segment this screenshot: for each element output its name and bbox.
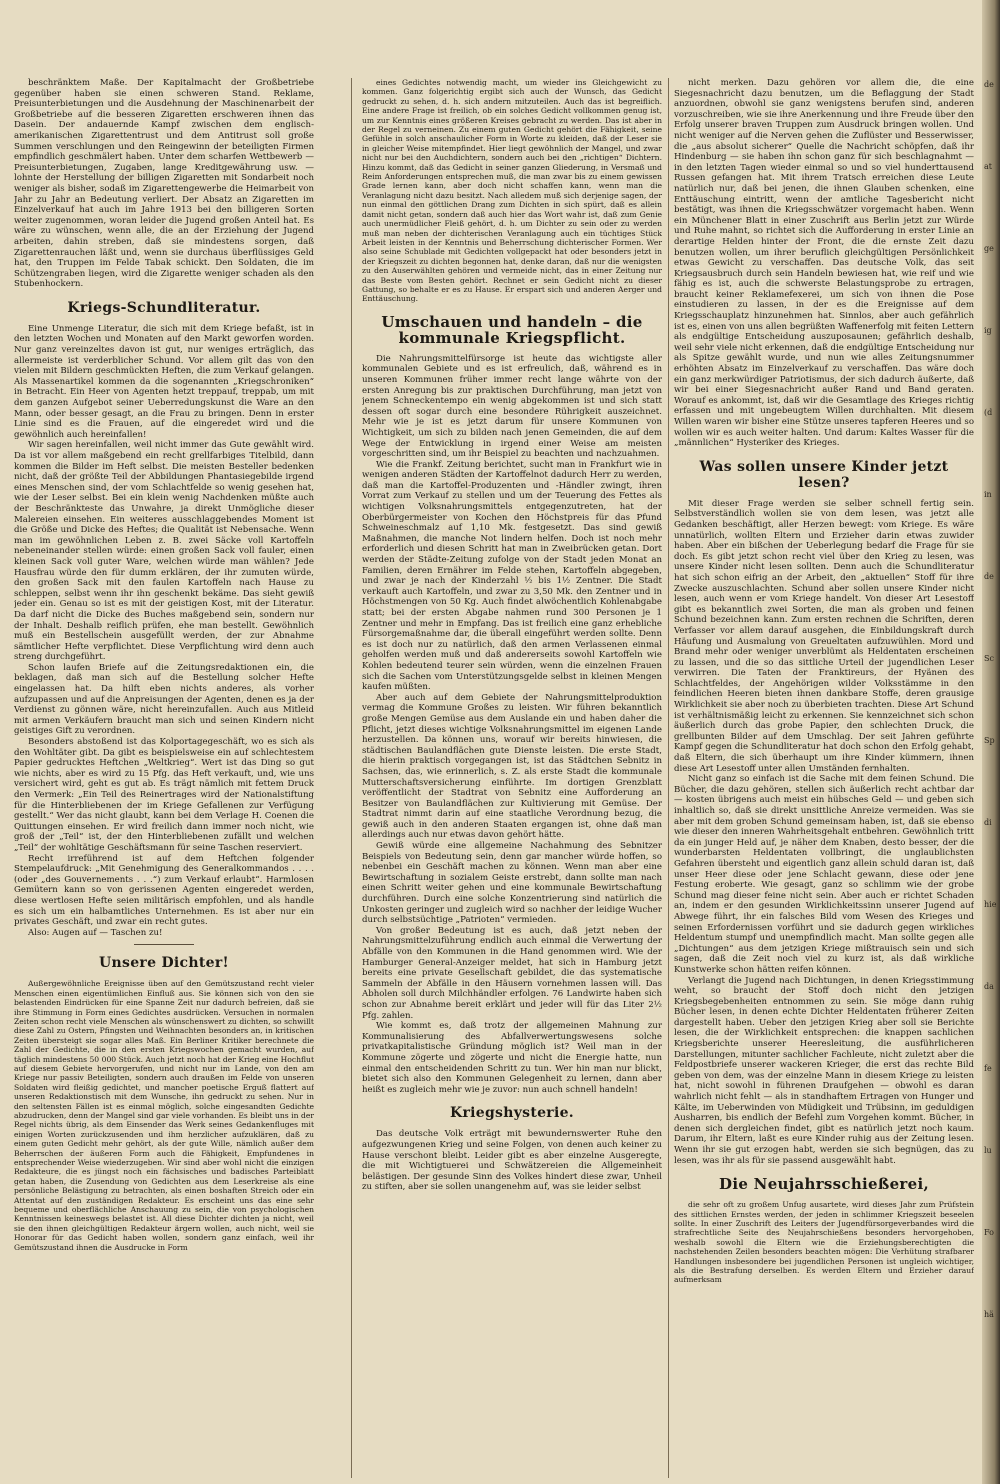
heading-neujahrsschiesserei: Die Neujahrsschießerei, (719, 1175, 929, 1194)
paragraph: Also: Augen auf — Taschen zu! (28, 927, 163, 938)
edge-fragment: Fo (984, 1228, 994, 1237)
article-was-sollen-kinder-lesen (674, 499, 974, 1166)
paragraph: Aber auch auf dem Gebiete der Nahrungsmittelproduktion vermag die Kommune Großes zu leisten. Wir führen bekanntlich große Mengen Gemüse aus dem Auslande ein und haben daher die Pflicht, jetzt dieses wichtige Volksnahrungsmittel im eigenen Lande herzustellen. Da können uns, worauf wir bereits hinwiesen, die städtischen Baulandflächen gute Dienste leisten. Die erste Stadt, die hierin praktisch vorgegangen ist, ist das Städtchen Sebnitz in Sachsen, das, wie erinnerlich, s. Z. als erste Stadt die kommunale Mutterschaftsversicherung einführte. Im dortigen Grenzblatt veröffentlicht der Stadtrat von Sebnitz eine Aufforderung an Besitzer von Baulandflächen zur Kultivierung mit Gemüse. Der Stadtrat nimmt darin auf eine staatliche Verordnung bezug, die gewiß auch in den anderen Staaten ergangen ist, ohne daß man allerdings auch nur etwas davon gehört hätte. (362, 692, 662, 841)
edge-fragment: da (984, 982, 994, 991)
edge-fragment: at (984, 162, 992, 171)
article-kriegshysterie (362, 1129, 662, 1193)
edge-fragment: ge (984, 244, 994, 253)
edge-fragment: de (984, 80, 994, 89)
paragraph: Besonders abstoßend ist das Kolportagegeschäft, wo es sich als den Wohltäter gibt. Da gibt es beispielsweise ein auf schlechtestem Papier gedrucktes Heftchen „Weltkrieg“. Wert ist das Ding so gut wie nichts, aber es wird zu 15 Pfg. das Heft verkauft, und, wie uns versichert wird, geht es gut ab. Es trägt nämlich mit fettem Druck den Vermerk: „Ein Teil des Reinertrages wird der Nationalstiftung für die Hinterbliebenen der im Kriege Gefallenen zur Verfügung gestellt.“ Wer das nicht glaubt, kann bei dem Verlage H. Coenen die Quittungen einsehen. Er wird freilich dann immer noch nicht, wie groß der „Teil“ ist, der den Hinterbliebenen zufällt und welchen „Teil“ der wohltätige Geschäftsmann für seine Taschen reserviert. (14, 737, 314, 853)
paragraph: Außergewöhnliche Ereignisse üben auf den Gemütszustand recht vieler Menschen einen eigentümlichen Einfluß aus. Sie können sich von den sie belastenden Eindrücken für eine Spanne Zeit nur dadurch befreien, daß sie ihre Stimmung in Form eines Gedichtes ausdrücken. Versuchen in normalen Zeiten schon recht viele Menschen als wünschenswert zu dichten, so schwillt diese Zahl zu Ostern, Pfingsten und Weihnachten besonders an, in kritischen Zeiten übersteigt sie sogar alles Maß. Ein Berliner Kritiker berechnete die Zahl der Gedichte, die in den ersten Kriegswochen gemacht wurden, auf täglich mindestens 50 000 Stück. Auch jetzt noch hat der Krieg eine Hochflut auf diesem Gebiete hervorgerufen, und nicht nur im Lande, von den am Kriege nur passiv Beteiligten, sondern auch draußen im Felde von unseren Soldaten wird fleißig gedichtet, und mancher poetische Erguß flattert auf unseren Redaktionstisch mit dem Wunsche, ihn gedruckt zu sehen. Nur in den seltensten Fällen ist es einmal möglich, solche eingesandten Gedichte abzudrucken, denn der Mangel sind gar viele vorhanden. Es bleibt uns in der Regel nichts übrig, als dem Einsender das Werk seines Gedankenfluges mit einigen Worten zurückzusenden und ihm herzlicher aufzuklären, daß zu einem guten Gedicht mehr gehört, als der gute Wille, nämlich außer dem Beherrschen der äußeren Form auch die Fähigkeit, Empfundenes in entsprechender Weise wiederzugeben. Wir sind aber wohl nicht die einzigen Redakteure, die es jüngst noch ein fächsisches und badisches Parteiblatt getan haben, die Zusendung von Gedichten aus dem Leserkreise als eine persönliche Belästigung zu betrachten, als einen boshaften Streich oder ein Attentat auf den zuständigen Redakteur. Es erscheint uns das eine sehr bequeme und oberflächliche Anschauung zu sein, die von psychologischen Kenntnissen keineswegs belastet ist. All diese Dichter dichten ja nicht, weil sie den ihnen gleichgültigen Redakteur ärgern wollen, auch nicht, weil sie Honorar für das Gedicht haben wollen, sondern ganz einfach, weil ihr Gemütszustand ihnen die Ausdrucke in Form (14, 979, 314, 1252)
edge-fragment: lu (984, 1146, 992, 1155)
edge-fragment: hä (984, 1310, 994, 1319)
paragraph: Schon laufen Briefe auf die Zeitungsredaktionen ein, die beklagen, daß man sich auf die Bestellung solcher Hefte eingelassen hat. Da hilft eben nichts anderes, als vorher aufzupassen und auf die Anpreisungen der Agenten, denen es ja der Verdienst zu gönnen wäre, nicht hereinzufallen. Auch aus Mitleid mit armen Verkäufern braucht man sich und seinen Kindern nicht geistiges Gift zu verordnen. (14, 662, 314, 737)
article-neujahrsschiesserei (674, 1200, 974, 1285)
paragraph: nicht merken. Dazu gehören vor allem die, die eine Siegesnachricht dazu benutzen, um die Beflaggung der Stadt anzuordnen, obwohl sie ganz wenigstens berufen sind, anderen vorzuschreiben, wie sie ihre Anerkennung und ihre Freude über den Erfolg unserer braven Truppen zum Ausdruck bringen wollen. Und nicht weniger auf die Nerven gehen die Zuflüster und Besserwisser, die „aus absolut sicherer“ Quelle die Nachricht schöpfen, daß ihr Hindenburg — sie haben ihn schon ganz für sich beschlagnahmt — in den letzten Tagen wieder einmal so und so viel hunderttausend Russen gefangen hat. Mit ihrem Tratsch erreichen diese Leute natürlich nur, daß bei jenen, die ihnen Glauben schenken, eine Enttäuschung eintritt, wenn der amtliche Tagesbericht nicht bestätigt, was ihnen die Kriegsschwätzer vorgemacht haben. Wenn ein Münchener Blatt in einer Zuschrift aus Berlin jetzt zur Würde und Ruhe mahnt, so richtet sich die Aufforderung in erster Linie an derartige Helden hinter der Front, die die ernste Zeit dazu benutzen wollen, um ihrer beruflich gleichgültigen Persönlichkeit etwas Gewicht zu verschaffen. Das deutsche Volk, das seit Kriegsausbruch durch sein Handeln bewiesen hat, wie reif und wie fähig es ist, auch die schwerste Belastungsprobe zu ertragen, braucht keiner Reklamefexerei, um sich von ihnen die Pose einstudieren zu lassen, in der es die Ereignisse auf dem Kriegsschauplatz hinzunehmen hat. Sinnlos, aber auch gefährlich ist es, einen von uns allen begrüßten Waffenerfolg mit feiten Lettern als endgültige Entscheidung auszuposaunen; gefährlich deshalb, weil sehr viele nicht erkennen, daß die endgültige Entscheidung nur als Spitze gewählt wurde, und nun wie alles Zeitungsnummer erhöhten Absatz im Einzelverkauf zu verschaffen. Das wäre doch ein ganz merkwürdiger Patriotismus, der sich dadurch äußerte, daß wir bei einer Siegesnachricht außer Rand und Band geraten. Worauf es ankommt, ist, daß wir die Gesamtlage des Krieges richtig erfassen und mit ungebeugtem Willen durchhalten. Mit diesem Willen waren wir bisher eine Stütze unseres tapferen Heeres und so wollen wir es auch weiter halten. Und darum: Kaltes Wasser für die „männlichen“ Hysteriker des Krieges. (674, 78, 974, 449)
paragraph: Mit dieser Frage werden sie selber schnell fertig sein. Selbstverständlich wollen sie von dem lesen, was jetzt alle Gedanken beschäftigt, aller Herzen bewegt: vom Kriege. Es wäre unnatürlich, wollten Eltern und Erzieher darin etwas zuwider haben. Aber ein bißchen der Ueberlegung bedarf die Frage für sie doch. Es gibt jetzt schon recht viel über den Krieg zu lesen, was unsere Kinder nicht lesen sollten. Denn auch die Schundliteratur hat sich schon eifrig an der Arbeit, den „aktuellen“ Stoff für ihre Zwecke auszuschlachten. Schund aber sollen unsere Kinder nicht lesen, auch wenn er vom Kriege handelt. Von dieser Art Lesestoff gibt es bekanntlich zwei Sorten, die man als groben und feinen Schund bezeichnen kann. Zum ersten rechnen die Schriften, deren Verfasser vor allem darauf ausgehen, die Einbildungskraft durch Häufung und Ausmalung von Greueltaten aufzuwühlen. Mord und Brand mehr oder weniger unverblümt als Heldentaten erscheinen zu lassen, und die so das sittliche Urteil der jugendlichen Leser verwirren. Die Taten der Franktireurs, der Hyänen des Schlachtfeldes, der Angehörigen wilder Volksstämme in den feindlichen Heeren bieten ihnen dankbare Stoffe, deren grausige Wirklichkeit sie aber noch zu überbieten trachten. Diese Art Schund ist verhältnismäßig leicht zu erkennen. Sie kennzeichnet sich schon äußerlich durch das grobe Papier, den schlechten Druck, die grellbunten Bilder auf dem Umschlag. Der seit Jahren geführte Kampf gegen die Schundliteratur hat doch schon den Erfolg gehabt, daß Eltern, die sich überhaupt um ihre Kinder kümmern, ihnen diese Art Lesestoff unter allen Umständen fernhalten. (674, 498, 974, 774)
edge-fragment: in (984, 490, 992, 499)
article-kriegshysterie-cont (674, 78, 974, 449)
paragraph: Wie die Frankf. Zeitung berichtet, sucht man in Frankfurt wie in wenigen anderen Städten der Kartoffelnot dadurch Herr zu werden, daß man die Kartoffel-Produzenten und -Händler zwingt, ihren Vorrat zum Verkauf zu stellen und um der Teuerung des Fettes als wichtigen Volksnahrungsmittels entgegenzutreten, hat der Oberbürgermeister von Kochen den Höchstpreis für das Pfund Schweineschmalz auf 1,10 Mk. festgesetzt. Das sind gewiß Maßnahmen, die manche Not lindern helfen. Doch ist noch mehr erforderlich und diesen Schritt hat man in Zweibrücken getan. Dort werden der Städte-Zeitung zufolge von der Stadt jeden Monat an Familien, deren Ernährer im Felde stehen, Kartoffeln abgegeben, und zwar je nach der Kinderzahl ½ bis 1½ Zentner. Die Stadt verkauft auch Kartoffeln, und zwar zu 3,50 Mk. den Zentner und in Höchstmengen von 50 Kg. Auch findet alwöchentlich Kohlenabgabe statt; bei der ersten Abgabe nahmen rund 300 Personen je 1 Zentner und mehr in Empfang. Das ist freilich eine ganz erhebliche Fürsorgemaßnahme dar, die überall eingeführt werden sollte. Denn es ist doch nur zu natürlich, daß den armen Verlassenen einmal geholfen werden muß und daß andererseits sowohl Kartoffeln wie Kohlen bedeutend teurer sein würden, wenn die einzelnen Frauen sich die Sachen vom Unterstützungsgelde selbst in kleinen Mengen kaufen müßten. (362, 459, 662, 693)
paragraph: Verlangt die Jugend nach Dichtungen, in denen Kriegsstimmung weht, so braucht der Stoff doch nicht den jetzigen Kriegsbegebenheiten entnommen zu sein. Sie möge dann ruhig Bücher lesen, in denen echte Dichter Heldentaten früherer Zeiten dargestellt haben. Ueber den jetzigen Krieg aber soll sie Berichte lesen, die der Wirklichkeit entsprechen: die knappen sachlichen Kriegsberichte unserer Heeresleitung, die ausführlicheren Darstellungen, mitunter sachlicher Fachleute, nicht zuletzt aber die Feldpostbriefe unserer wackeren Krieger, die erst das rechte Bild geben von dem, was der einzelne Mann in diesem Kriege zu leisten hat, nicht sowohl in führenen Draufgehen — obwohl es daran wahrlich nicht fehlt — als in standhaftem Ertragen von Hunger und Kälte, im Ueberwinden von Müdigkeit und Trübsinn, im geduldigen Ausharren, bis endlich der Befehl zum Vorgehen kommt. Bücher, in denen sich dergleichen findet, gibt es natürlich jetzt noch kaum. Darum, ihr Eltern, laßt es eure Kinder ruhig aus der Zeitung lesen. Wenn ihr sie gut erzogen habt, werden sie sich begnügen, das zu lesen, was ihr als für sie passend ausgewählt habt. (674, 975, 974, 1166)
edge-fragment: Sp (984, 736, 995, 745)
paragraph: die sehr oft zu großem Unfug ausartete, wird dieses Jahr zum Prüfstein des sittlichen Ernstes werden, der jeden in schlimmer Kriegszeit beseelen sollte. In einer Zuschrift des Leiters der Jugendfürsorgeverbandes wird die strafrechtliche Seite des Neujahrschießens besonders hervorgehoben, weshalb sowohl die Eltern wie die Erziehungsberechtigten die nachstehenden Zeilen besonders beachten mögen: Die Verhütung strafbarer Handlungen insbesondere bei jugendlichen Personen ist ungleich wichtiger, als die Bestrafung derselben. Es werden Eltern und Erzieher darauf aufmerksam (674, 1200, 974, 1285)
column-middle (362, 78, 662, 1478)
column-right (674, 78, 974, 1478)
heading-was-sollen-kinder-lesen: Was sollen unsere Kinder jetzt lesen? (699, 458, 949, 491)
edge-fragment: di (984, 818, 992, 827)
article-unsere-dichter (14, 979, 314, 1252)
article-divider (134, 944, 194, 945)
paragraph: Von großer Bedeutung ist es auch, daß jetzt neben der Nahrungsmittelzuführung endlich auch einmal die Verwertung der Abfälle von den Kommunen in die Hand genommen wird. Wie der Hamburger General-Anzeiger meldet, hat sich in Hamburg jetzt bereits eine private Gesellschaft gebildet, die das systematische Sammeln der Abfälle in den Häusern vornehmen lassen will. Das Abholen soll durch Milchhändler erfolgen. 76 Landwirte haben sich schon zur Abnahme bereit erklärt und jeder will für das Liter 2½ Pfg. zahlen. (362, 925, 662, 1021)
heading-unsere-dichter: Unsere Dichter! (99, 955, 229, 972)
heading-kriegshysterie: Kriegshysterie. (450, 1105, 574, 1122)
heading-umschauen-und-handeln: Umschauen und handeln – die kommunale Kriegspflicht. (381, 312, 643, 347)
paragraph: Recht irreführend ist auf dem Heftchen folgender Stempelaufdruck: „Mit Genehmigung des Generalkommandos . . . . (oder „des Gouvernements . . .“) zum Verkauf erlaubt“. Harmlosen Gemütern kann so von gerissenen Agenten eingeredet werden, diese wertlosen Hefte seien militärisch empfohlen, und als handle es sich um ein halbamtliches Unternehmen. Es ist aber nur ein privates Geschäft, und zwar ein recht gutes. (14, 853, 314, 928)
paragraph: Wie kommt es, daß trotz der allgemeinen Mahnung zur Kommunalisierung des Abfallverwertungswesens solche privatkapitalistische Gründung möglich ist? Weil man in der Kommune zögerte und zögerte und nicht die Energie hatte, nun einmal den entscheidenden Schritt zu tun. Wer hin man nur blickt, bietet sich also den Kommunen Gelegenheit zu lernen, dann aber heißt es zugleich mehr wie je zuvor: nun auch schnell handeln! (362, 1021, 662, 1095)
intro-text (14, 78, 314, 290)
paragraph: beschränktem Maße. Der Kapitalmacht der Großbetriebe gegenüber haben sie einen schweren Stand. Reklame, Preisunterbietungen und die Ausdehnung der Maschinenarbeit der Großbetriebe auf die besseren Zigaretten erschweren ihnen das Dasein. Der andauernde Kampf zwischen dem englisch-amerikanischen Zigarettentrust und dem Antitrust soll große Summen verschlungen und den Reingewinn der beteiligten Firmen empfindlich geschmälert haben. Unter dem scharfen Wettbewerb — Preisunterbietungen, Zugaben, lange Kreditgewährung usw. — lohnte der Herstellung der billigen Zigaretten mit Sondarbeit noch weniger als bisher, sodaß im Zigarettengewerbe die Heimarbeit von Jahr zu Jahr an Bedeutung verliert. Der Absatz an Zigaretten im Einzelverkauf hat auch im Jahre 1913 bei den billigeren Sorten weiter zugenommen, woran leider die Jugend großen Anteil hat. Es wäre zu wünschen, wenn alle, die an der Erziehung der Jugend arbeiten, dahin streben, daß sie mindestens sorgen, daß Zigarettenrauchen läßt und, wenn sie durchaus überflüssiges Geld hat, den Truppen im Felde Tabak schickt. Den Soldaten, die im Schützengraben liegen, wird die Zigarette weniger schaden als den Stubenhockern. (14, 78, 314, 290)
paragraph: eines Gedichtes notwendig macht, um wieder ins Gleichgewicht zu kommen. Ganz folgerichtig ergibt sich auch der Wunsch, das Gedicht gedruckt zu sehen, d. h. sich andern mitzuteilen. Auch das ist begreiflich. Eine andere Frage ist freilich, ob ein solches Gedicht vollkommen genug ist, um zur Kenntnis eines größeren Kreises gebracht zu werden. Das ist aber in der Regel zu verneinen. Zu einem guten Gedicht gehört die Fähigkeit, seine Gefühle in solch anschaulicher Form in Worte zu kleiden, daß der Leser sie in gleicher Weise mitempfindet. Hier liegt gewöhnlich der Mangel, und zwar nicht nur bei den Auchdichtern, sondern auch bei den „richtigen“ Dichtern. Hinzu kommt, daß das Gedicht in seiner ganzen Gliederung, in Versmaß und Reim Anforderungen entsprechen muß, die man zwar bis zu einem gewissen Grade lernen kann, aber doch nicht schaffen kann, wenn man die Veranlagung nicht dazu besitzt. Nach alledem muß sich derjenige sagen, der nun einmal den göttlichen Drang zum Dichten in sich spürt, daß es allein damit nicht getan, sondern daß auch hier das Wort wahr ist, daß zum Genie auch unermüdlicher Fleiß gehört, d. h. um Dichter zu sein oder zu werden muß man neben der dichterischen Veranlagung auch ein tüchtiges Stück Arbeit leisten in der Kenntnis und Beherrschung dichterischer Formen. Wer also seine Schublade mit Gedichten vollgepackt hat oder besonders jetzt in der Kriegszeit zu dichten begonnen hat, denke daran, daß nur die wenigsten zu den Auserwählten gehören und vermeide nicht, das in einer Zeitung nur das Beste vom Besten gehört. Rechnet er sein Gedicht nicht zu dieser Gattung, so behalte er es zu Hause. Er erspart sich und anderen Aerger und Enttäuschung. (362, 78, 662, 304)
paragraph: Gewiß würde eine allgemeine Nachahmung des Sebnitzer Beispiels von Bedeutung sein, denn gar mancher würde hoffen, so nebenbei ein Geschäft machen zu können. Wenn man aber eine Bewirtschaftung in sozialem Geiste erstrebt, dann sollte man nach einen Schritt weiter gehen und eine kommunale Bewirtschaftung durchführen. Durch eine solche Konzentrierung sind natürlich die Unkosten geringer und zugleich wird so nachher der leidige Wucher durch selbstsüchtige „Patrioten“ vermieden. (362, 841, 662, 926)
adjacent-page-text (984, 80, 998, 1392)
article-umschauen-und-handeln (362, 354, 662, 1096)
column-rule (668, 78, 669, 1478)
paragraph: Wir sagen hereinfallen, weil nicht immer das Gute gewählt wird. Da ist vor allem maßgebend ein recht grellfarbiges Titelbild, dann kommen die Bilder im Heft selbst. Die meisten Besteller bedenken nicht, daß der größte Teil der Abbildungen Phantasiegebilde irgend eines Menschen sind, der vom Schlachtfelde so wenig gesehen hat, wie der Leser selbst. Bei ein klein wenig Nachdenken müßte auch der Beschränkteste das Unwahre, ja direkt Unmögliche dieser Malereien einsehen. Ein weiteres ausschlaggebendes Moment ist die Größe und Dicke des Heftes; die Qualität ist Nebensache. Wenn man im gewöhnlichen Leben z. B. zwei Säcke voll Kartoffeln nebeneinander stellen würde: einen großen Sack voll fauler, einen kleinen Sack voll guter Ware, welchen würde man wählen? Jede Hausfrau würde den für dumm erklären, der ihr zumuten würde, den großen Sack mit den faulen Kartoffeln nach Hause zu schleppen, selbst wenn ihr ihn geschenkt bekäme. Das sieht gewiß jeder ein. Genau so ist es mit der geistigen Kost, mit der Literatur. Da darf nicht die Dicke des Buches maßgebend sein, sondern nur der Inhalt. Deshalb reiflich prüfen, ehe man bestellt. Gewöhnlich muß ein Bestellschein ausgefüllt werden, der zur Abnahme sämtlicher Hefte verpflichtet. Diese Verpflichtung wird denn auch streng durchgeführt. (14, 440, 314, 663)
paragraph: Das deutsche Volk erträgt mit bewundernswerter Ruhe den aufgezwungenen Krieg und seine Folgen, von denen auch keiner zu Hause verschont bleibt. Leider gibt es aber einzelne Ausgeregte, die mit Wichtigtuerei und Schwätzereien die Allgemeinheit belästigen. Der gesunde Sinn des Volkes hindert diese zwar, Unheil zu stiften, aber sie sollen unangenehm auf, was sie leider selbst (362, 1129, 662, 1193)
paragraph: Die Nahrungsmittelfürsorge ist heute das wichtigste aller kommunalen Gebiete und es ist erfreulich, daß, während es in unseren Kommunen früher immer recht lange währte von der ersten Anregung bis zur praktischen Durchführung, man jetzt von jenem Schneckentempo ein wenig abgekommen ist und sich statt dessen oft sogar durch eine besondere Rührigkeit auszeichnet. Mehr wie je ist es jetzt darum für unsere Kommunen von Wichtigkeit, um sich zu bilden nach jenen Gemeinden, die auf dem Wege der Entwicklung in irgend einer Weise am meisten vorgeschritten sind, um ihr Beispiel zu beachten und nachzuahmen. (362, 353, 662, 460)
edge-fragment: (d (984, 408, 993, 417)
column-left (14, 78, 314, 1478)
column-rule (351, 78, 352, 1478)
edge-fragment: fe (984, 1064, 992, 1073)
article-unsere-dichter-cont (362, 78, 662, 304)
heading-kriegs-schundliteratur: Kriegs-Schundliteratur. (67, 299, 261, 316)
article-kriegs-schundliteratur (14, 324, 314, 938)
paragraph: Nicht ganz so einfach ist die Sache mit dem feinen Schund. Die Bücher, die dazu gehören, stellen sich äußerlich recht achtbar dar — kosten übrigens auch meist ein hübsches Geld — und geben sich inhaltlich so, daß sie direkt unsittliche Anreize vermeiden. Was sie aber mit dem groben Schund gemeinsam haben, ist, daß sie ebenso wie dieser den inneren Wahrheitsgehalt entbehren. Gewöhnlich tritt da ein junger Held auf, je näher dem Knaben, desto besser, der die wunderbarsten Heldentaten vollbringt, die unglaublichsten Gefahren übersteht und eigentlich ganz allein schuld daran ist, daß unser Heer diese oder jene Schlacht gewann, diese oder jene Festung eroberte. Wie gesagt, ganz so schlimm wie der grobe Schund mag dieser feine nicht sein. Aber auch er richtet Schaden an, indem er den gesunden Wirklichkeitssinn unserer Jugend auf Abwege führt, ihr ein falsches Bild vom Wesen des Krieges und seinen Erfordernissen vorführt und sie dadurch gegen wirkliches Heldentum stumpf und unempfindlich macht. Man sollte gegen alle „Dichtungen“ aus dem jetzigen Kriege mißtrauisch sein und sich sagen, daß die Zeit noch viel zu kurz ist, als daß wirkliche Kunstwerke schon hätten reifen können. (674, 774, 974, 975)
edge-fragment: hie (984, 900, 997, 909)
edge-fragment: Sc (984, 654, 994, 663)
newspaper-page (14, 78, 976, 1478)
paragraph: Eine Unmenge Literatur, die sich mit dem Kriege befaßt, ist in den letzten Wochen und Monaten auf den Markt geworfen worden. Nur ganz vereinzeltes davon ist gut, nur weniges erträglich, das allermeiste ist verderblicher Schund. Vor allem gilt das von den vielen mit Bildern geschmückten Heften, die zum Verkauf gelangen. Als Massenartikel kommen da die sogenannten „Kriegschroniken“ in Betracht. Ein Heer von Agenten hetzt treppauf, treppab, um mit dem ganzen Aufgebot seiner Ueberredungskunst die Ware an den Mann, oder besser gesagt, an die Frau zu bringen. Denn in erster Linie sind es die Frauen, auf die eingeredet wird und die gewöhnlich auch hereinfallen! (14, 323, 314, 440)
edge-fragment: ig (984, 326, 992, 335)
edge-fragment: de (984, 572, 994, 581)
